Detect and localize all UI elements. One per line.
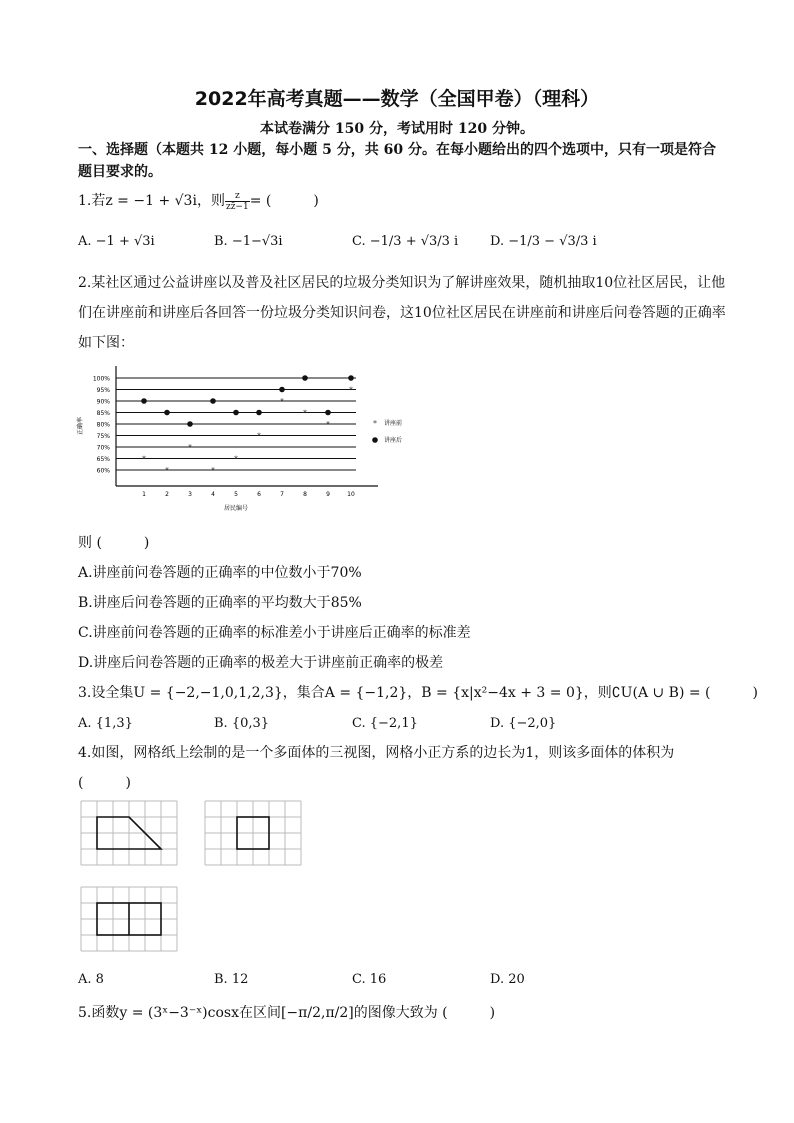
q1-suffix: = ( )	[249, 193, 319, 209]
q2-option-c: C.讲座前问卷答题的正确率的标准差小于讲座后正确率的标准差	[78, 625, 471, 641]
y-tick-label: 80%	[96, 421, 110, 429]
after-point	[279, 387, 285, 393]
before-point: *	[326, 420, 330, 429]
q3-stem: 3.设全集U = {−2,−1,0,1,2,3}，集合A = {−1,2}，B = {x|x²−4x + 3 = 0}，则∁U(A ∪ B) = ( )	[78, 685, 758, 701]
y-tick-label: 100%	[92, 375, 110, 383]
before-point: *	[234, 454, 238, 464]
x-tick-label: 3	[188, 491, 192, 498]
y-axis-label: 正确率	[77, 416, 84, 436]
before-point: *	[211, 466, 215, 475]
before-point: *	[257, 431, 261, 441]
legend-before-marker: *	[373, 419, 377, 428]
before-point: *	[165, 466, 169, 475]
top-view-figure	[80, 886, 178, 952]
q1-option-d: D. −1/3 − √3/3 i	[490, 234, 597, 249]
before-point: *	[142, 454, 146, 464]
q1-option-c: C. −1/3 + √3/3 i	[352, 234, 459, 249]
q2-option-a: A.讲座前问卷答题的正确率的中位数小于70%	[78, 565, 362, 581]
after-point	[210, 398, 216, 404]
x-tick-label: 10	[347, 491, 355, 498]
y-tick-label: 95%	[96, 387, 110, 394]
page-title: 2022年高考真题——数学（全国甲卷）（理科）	[194, 88, 600, 110]
x-axis-label: 居民编号	[223, 505, 249, 512]
after-point	[187, 421, 193, 427]
y-tick-label: 65%	[96, 456, 110, 463]
after-point	[233, 410, 239, 416]
q1-fraction	[225, 191, 250, 212]
q2-option-d: D.讲座后问卷答题的正确率的极差大于讲座前正确率的极差	[78, 655, 444, 671]
x-tick-label: 2	[165, 491, 169, 498]
q4-option-c: C. 16	[352, 972, 387, 987]
before-point: *	[349, 385, 353, 395]
after-point	[256, 410, 262, 416]
y-tick-label: 75%	[96, 433, 110, 440]
section-heading: 一、选择题（本题共 12 小题，每小题 5 分，共 60 分。在每小题给出的四个选项中，只有一项是符合题目要求的。	[78, 142, 716, 180]
q3-option-b: B. {0,3}	[214, 716, 270, 731]
q1-prefix: 1.若	[78, 193, 106, 209]
q1-expr: z = −1 + √3i，则	[105, 193, 225, 209]
q2-then: 则 ( )	[78, 535, 150, 551]
y-tick-label: 60%	[96, 467, 110, 475]
x-tick-label: 6	[257, 491, 261, 498]
front-view-figure	[80, 800, 178, 866]
after-point	[302, 375, 308, 381]
x-tick-label: 4	[211, 491, 215, 498]
after-point	[348, 375, 354, 381]
q2-option-b: B.讲座后问卷答题的正确率的平均数大于85%	[78, 595, 362, 611]
exam-subtitle: 本试卷满分 150 分，考试用时 120 分钟。	[260, 121, 534, 137]
q3-option-a: A. {1,3}	[78, 716, 133, 731]
q2-stem: 2.某社区通过公益讲座以及普及社区居民的垃圾分类知识为了解讲座效果，随机抽取10位社区居民，让他们在讲座前和讲座后各回答一份垃圾分类知识问卷，这10位社区居民在讲座前和讲座后问卷答题的正确率如下图：	[78, 275, 726, 351]
q4-option-a: A. 8	[78, 972, 104, 987]
after-point	[164, 410, 170, 416]
legend-before-label: 讲座前	[384, 420, 403, 427]
q5-stem: 5.函数y = (3ˣ−3⁻ˣ)cosx在区间[−π/2,π/2]的图像大致为 ( )	[78, 1005, 496, 1021]
q1-option-b: B. −1−√3i	[214, 234, 283, 249]
x-tick-label: 8	[303, 491, 307, 498]
x-tick-label: 9	[326, 491, 330, 498]
before-point: *	[280, 397, 284, 406]
before-point: *	[188, 443, 192, 452]
y-tick-label: 90%	[96, 398, 110, 406]
legend-after-label: 讲座后	[384, 437, 403, 444]
x-tick-label: 5	[234, 491, 238, 498]
after-point	[325, 410, 331, 416]
after-point	[141, 398, 147, 404]
q4-option-b: B. 12	[214, 972, 249, 987]
q3-option-d: D. {−2,0}	[490, 716, 557, 731]
x-tick-label: 1	[142, 491, 146, 498]
before-point: *	[303, 408, 307, 418]
y-tick-label: 70%	[96, 444, 110, 452]
y-tick-label: 85%	[96, 410, 110, 417]
legend-after-marker	[372, 437, 378, 443]
q1-frac-num: z	[225, 191, 250, 202]
q3-option-c: C. {−2,1}	[352, 716, 418, 731]
q1-frac-den: zz̄−1	[225, 201, 249, 212]
q4-stem: 4.如图，网格纸上绘制的是一个多面体的三视图，网格小正方系的边长为1，则该多面体的体积为 ( )	[78, 745, 675, 791]
q1-stem	[78, 190, 319, 212]
q4-option-d: D. 20	[490, 972, 525, 987]
accuracy-chart	[78, 362, 408, 512]
side-view-figure	[204, 800, 302, 866]
x-tick-label: 7	[280, 491, 284, 498]
q1-option-a: A. −1 + √3i	[78, 234, 155, 249]
